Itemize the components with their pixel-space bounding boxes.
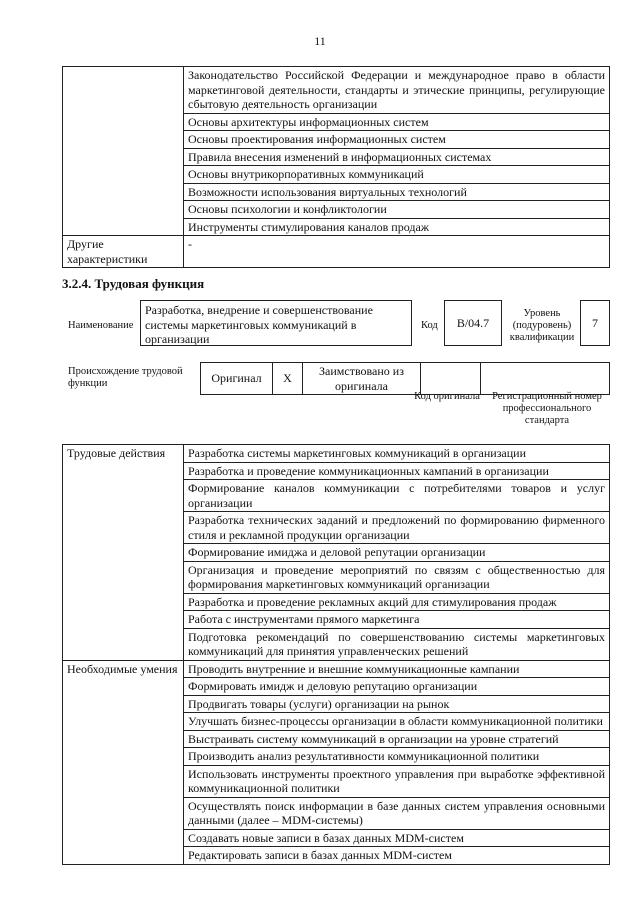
action-item: Формирование каналов коммуникации с потребителями товаров и услуг организации bbox=[184, 480, 610, 512]
origin-label: Происхождение трудовой функции bbox=[68, 366, 183, 389]
skill-item: Формировать имидж и деловую репутацию организации bbox=[184, 678, 610, 696]
skill-item: Продвигать товары (услуги) организации на рынок bbox=[184, 695, 610, 713]
knowledge-item: Основы архитектуры информационных систем bbox=[184, 113, 610, 131]
action-item: Формирование имиджа и деловой репутации организации bbox=[184, 544, 610, 562]
knowledge-item: Основы внутрикорпоративных коммуникаций bbox=[184, 166, 610, 184]
action-item: Работа с инструментами прямого маркетинга bbox=[184, 611, 610, 629]
page-number: 11 bbox=[314, 34, 326, 48]
level-value: 7 bbox=[580, 300, 610, 346]
original-code-cell bbox=[421, 363, 481, 395]
function-name-value: Разработка, внедрение и совершенствование системы маркетинговых коммуникаций в организации bbox=[140, 300, 412, 346]
knowledge-label-cell bbox=[63, 67, 184, 236]
registration-number-cell bbox=[481, 363, 610, 395]
other-characteristics-value: - bbox=[184, 236, 610, 268]
knowledge-item: Правила внесения изменений в информационных системах bbox=[184, 148, 610, 166]
borrowed-label: Заимствовано из оригинала bbox=[303, 363, 421, 395]
knowledge-table bbox=[62, 66, 610, 268]
skill-item: Создавать новые записи в базах данных MDM-систем bbox=[184, 829, 610, 847]
knowledge-item: Законодательство Российской Федерации и международное право в области маркетинговой деятельности, стандарты и этические принципы, регулирующие сбытовую деятельность организации bbox=[184, 67, 610, 114]
skill-item: Выстраивать систему коммуникаций в организации на уровне стратегий bbox=[184, 730, 610, 748]
other-characteristics-label: Другие характеристики bbox=[63, 236, 184, 268]
skill-item: Производить анализ результативности коммуникационной политики bbox=[184, 748, 610, 766]
skill-item: Проводить внутренние и внешние коммуникационные кампании bbox=[184, 660, 610, 678]
level-label: Уровень (подуровень) квалификации bbox=[509, 308, 575, 343]
skills-label: Необходимые умения bbox=[63, 660, 184, 864]
action-item: Разработка системы маркетинговых коммуникаций в организации bbox=[184, 445, 610, 463]
action-item: Разработка и проведение рекламных акций для стимулирования продаж bbox=[184, 593, 610, 611]
knowledge-item: Основы психологии и конфликтологии bbox=[184, 201, 610, 219]
actions-label: Трудовые действия bbox=[63, 445, 184, 661]
code-caption: Код оригинала bbox=[414, 391, 480, 402]
code-label: Код bbox=[421, 320, 438, 331]
section-title: 3.2.4. Трудовая функция bbox=[62, 276, 205, 291]
original-mark: X bbox=[273, 363, 303, 395]
skill-item: Редактировать записи в базах данных MDM-систем bbox=[184, 847, 610, 865]
skill-item: Использовать инструменты проектного управления при выработке эффективной коммуникационной политики bbox=[184, 765, 610, 797]
registration-caption: Регистрационный номер профессионального стандарта bbox=[492, 391, 602, 426]
skill-item: Осуществлять поиск информации в базе данных систем управления основными данными (далее – MDM-системы) bbox=[184, 797, 610, 829]
action-item: Разработка и проведение коммуникационных кампаний в организации bbox=[184, 462, 610, 480]
action-item: Разработка технических заданий и предложений по формированию фирменного стиля и рекламной продукции организации bbox=[184, 512, 610, 544]
labor-function-table bbox=[62, 444, 610, 865]
action-item: Организация и проведение мероприятий по связям с общественностью для формирования маркетинговых коммуникаций организации bbox=[184, 561, 610, 593]
original-label: Оригинал bbox=[201, 363, 273, 395]
knowledge-item: Основы проектирования информационных систем bbox=[184, 131, 610, 149]
skill-item: Улучшать бизнес-процессы организации в области коммуникационной политики bbox=[184, 713, 610, 731]
knowledge-item: Возможности использования виртуальных технологий bbox=[184, 183, 610, 201]
knowledge-item: Инструменты стимулирования каналов продаж bbox=[184, 218, 610, 236]
function-code-value: B/04.7 bbox=[444, 300, 502, 346]
action-item: Подготовка рекомендаций по совершенствованию системы маркетинговых коммуникаций для принятия управленческих решений bbox=[184, 628, 610, 660]
name-label: Наименование bbox=[68, 320, 134, 331]
